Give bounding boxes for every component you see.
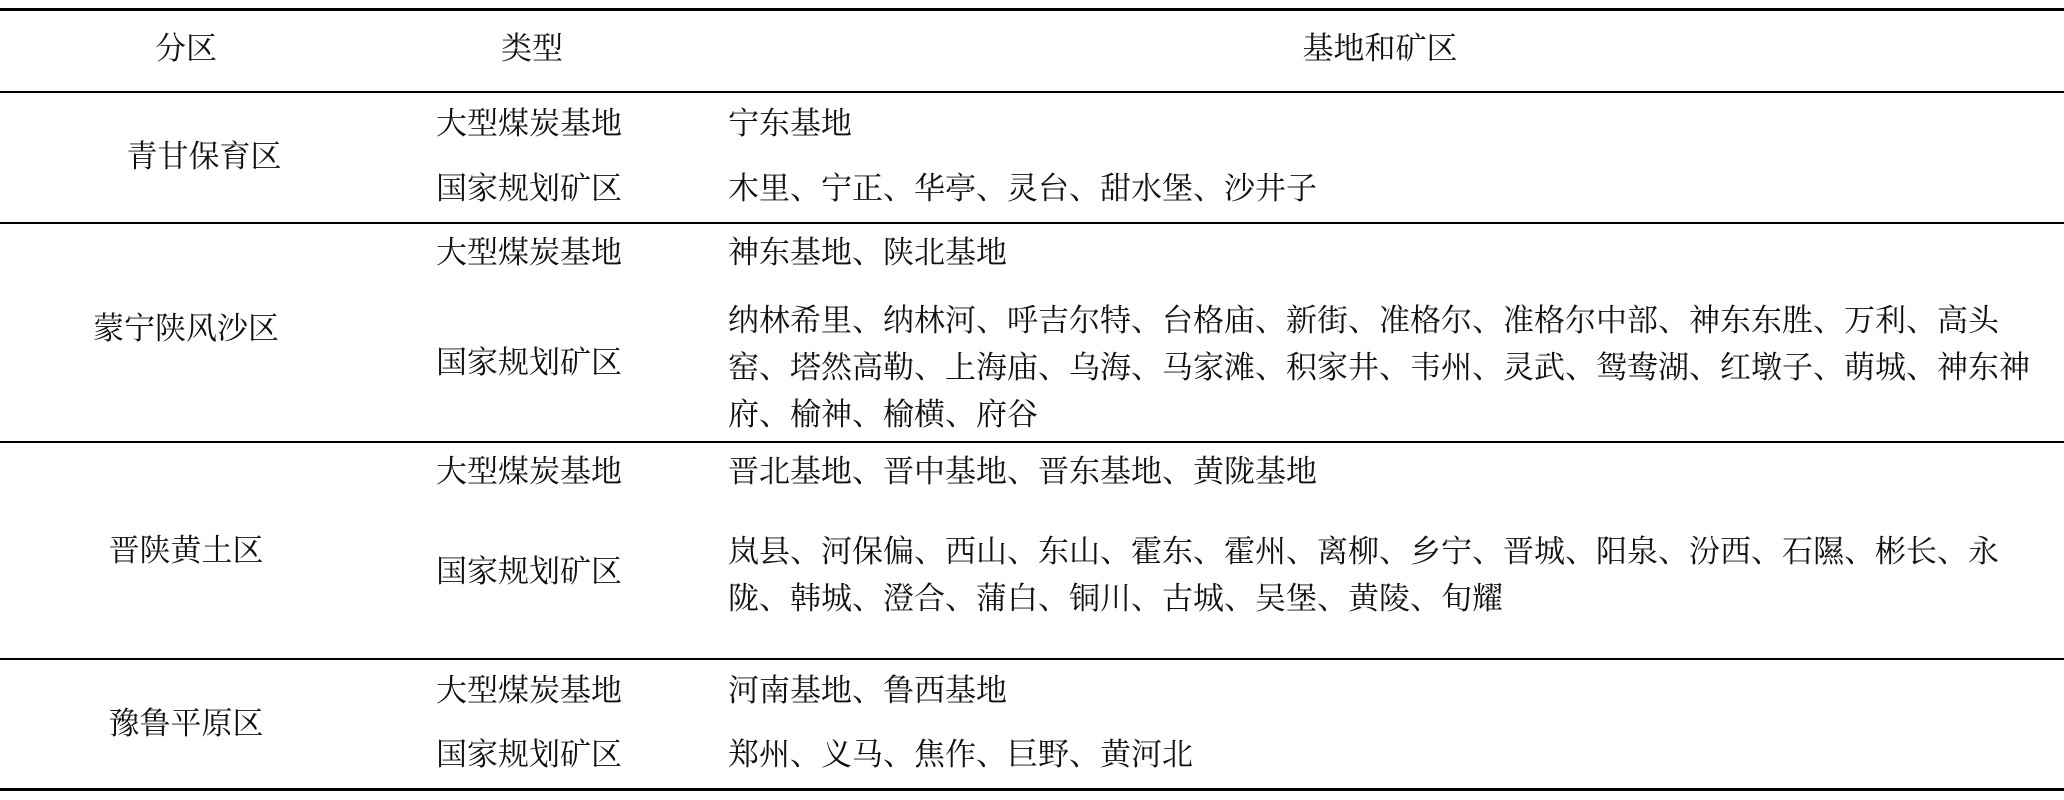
zone-divider xyxy=(0,222,2064,224)
zone-name: 晋陕黄土区 xyxy=(108,533,264,569)
type-cell: 国家规划矿区 xyxy=(436,737,622,773)
header-bases: 基地和矿区 xyxy=(1302,31,1458,67)
bases-cell: 木里、宁正、华亭、灵台、甜水堡、沙井子 xyxy=(728,171,1317,207)
table-bottom-rule xyxy=(0,788,2064,791)
bases-cell: 晋北基地、晋中基地、晋东基地、黄陇基地 xyxy=(728,454,1317,490)
bases-cell: 宁东基地 xyxy=(728,106,852,142)
type-cell: 大型煤炭基地 xyxy=(436,106,622,142)
type-cell: 大型煤炭基地 xyxy=(436,235,622,271)
type-cell: 大型煤炭基地 xyxy=(436,673,622,709)
type-cell: 国家规划矿区 xyxy=(436,554,622,590)
bases-cell: 郑州、义马、焦作、巨野、黄河北 xyxy=(728,737,1193,773)
bases-cell: 纳林希里、纳林河、呼吉尔特、台格庙、新街、准格尔、准格尔中部、神东东胜、万利、高头窑、塔然高勒、上海庙、乌海、马家滩、积家井、韦州、灵武、鸳鸯湖、红墩子、萌城、神东神府、榆神、榆横、府谷 xyxy=(728,303,2030,433)
bases-cell: 神东基地、陕北基地 xyxy=(728,235,1007,271)
bases-cell: 岚县、河保偏、西山、东山、霍东、霍州、离柳、乡宁、晋城、阳泉、汾西、石隰、彬长、永陇、韩城、澄合、蒲白、铜川、古城、吴堡、黄陵、旬耀 xyxy=(728,534,1999,617)
bases-cell: 河南基地、鲁西基地 xyxy=(728,673,1007,709)
zone-divider xyxy=(0,441,2064,443)
header-type: 类型 xyxy=(501,31,563,67)
zone-name: 豫鲁平原区 xyxy=(108,706,264,742)
header-bottom-rule xyxy=(0,91,2064,93)
type-cell: 国家规划矿区 xyxy=(436,345,622,381)
zone-divider xyxy=(0,658,2064,660)
zone-name: 蒙宁陕风沙区 xyxy=(93,311,279,347)
type-cell: 大型煤炭基地 xyxy=(436,454,622,490)
type-cell: 国家规划矿区 xyxy=(436,171,622,207)
table-top-rule xyxy=(0,8,2064,11)
zone-name: 青甘保育区 xyxy=(126,139,282,175)
header-zone: 分区 xyxy=(155,31,217,67)
